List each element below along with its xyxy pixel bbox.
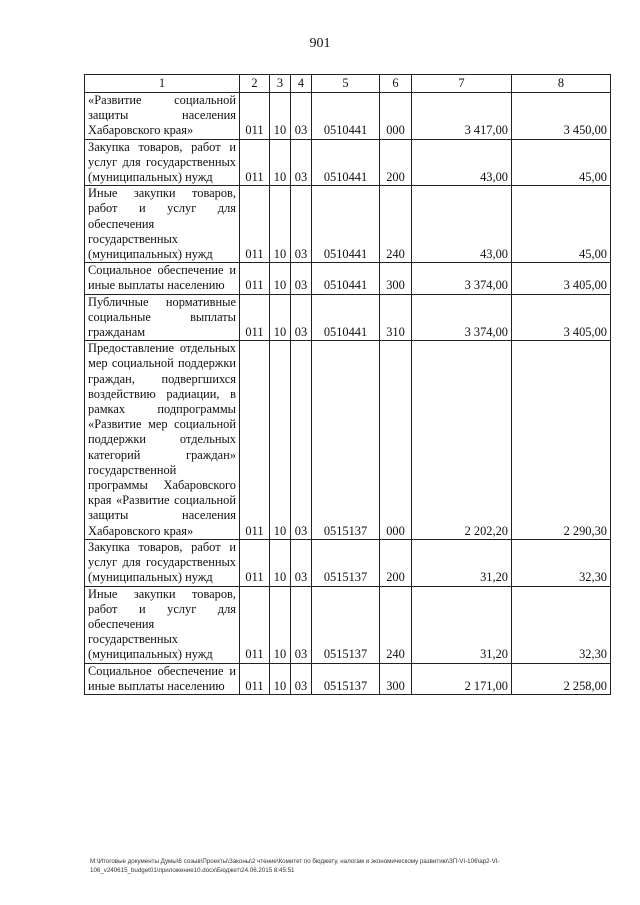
row-value-cell: 011	[240, 263, 270, 294]
row-value-cell: 43,00	[412, 186, 512, 263]
row-value-cell: 32,30	[512, 539, 611, 586]
row-value-cell: 03	[291, 139, 312, 186]
column-header: 8	[512, 75, 611, 93]
table-row	[85, 341, 611, 540]
column-header: 5	[312, 75, 380, 93]
row-value-cell: 3 374,00	[412, 294, 512, 341]
row-value-cell: 45,00	[512, 186, 611, 263]
table-row	[85, 93, 611, 140]
row-value-cell: 03	[291, 186, 312, 263]
row-value-cell: 011	[240, 186, 270, 263]
row-name-cell: Социальное обеспечение и иные выплаты населению	[85, 263, 240, 294]
row-value-cell: 10	[270, 263, 291, 294]
row-value-cell: 2 258,00	[512, 663, 611, 694]
row-value-cell: 310	[380, 294, 412, 341]
header-row	[85, 75, 611, 93]
row-value-cell: 43,00	[412, 139, 512, 186]
row-value-cell: 011	[240, 341, 270, 540]
table-row	[85, 139, 611, 186]
footer-line: 106_v240615_budget01\приложение10.docx\Бюджет\24.06.2015 8:45:51	[90, 867, 295, 874]
row-value-cell: 03	[291, 341, 312, 540]
row-value-cell: 300	[380, 663, 412, 694]
row-value-cell: 0515137	[312, 586, 380, 663]
row-value-cell: 03	[291, 263, 312, 294]
row-value-cell: 03	[291, 586, 312, 663]
column-header: 7	[412, 75, 512, 93]
row-value-cell: 10	[270, 186, 291, 263]
row-value-cell: 0510441	[312, 263, 380, 294]
row-value-cell: 10	[270, 539, 291, 586]
row-value-cell: 3 405,00	[512, 263, 611, 294]
row-value-cell: 2 171,00	[412, 663, 512, 694]
row-value-cell: 2 290,30	[512, 341, 611, 540]
row-value-cell: 0510441	[312, 186, 380, 263]
row-value-cell: 03	[291, 294, 312, 341]
row-value-cell: 2 202,20	[412, 341, 512, 540]
row-value-cell: 10	[270, 341, 291, 540]
footer-line: М:\Итоговые документы Думы\6 созыв\Проекты\Законы\2 чтение\Комитет по бюджету, налогам и экономическому развитию\ЗП-VI-106\ар2-VI-	[90, 858, 500, 865]
row-value-cell: 03	[291, 663, 312, 694]
page-number: 901	[309, 36, 331, 51]
row-value-cell: 3 417,00	[412, 93, 512, 140]
table-row	[85, 186, 611, 263]
row-name-cell: Публичные нормативные социальные выплаты гражданам	[85, 294, 240, 341]
row-value-cell: 011	[240, 93, 270, 140]
row-value-cell: 240	[380, 186, 412, 263]
row-value-cell: 011	[240, 586, 270, 663]
row-value-cell: 200	[380, 539, 412, 586]
column-header: 4	[291, 75, 312, 93]
row-value-cell: 45,00	[512, 139, 611, 186]
row-value-cell: 03	[291, 539, 312, 586]
column-header: 2	[240, 75, 270, 93]
row-name-cell: Закупка товаров, работ и услуг для государственных (муниципальных) нужд	[85, 139, 240, 186]
row-name-cell: Иные закупки товаров, работ и услуг для обеспечения государственных (муниципальных) нужд	[85, 586, 240, 663]
row-value-cell: 10	[270, 663, 291, 694]
row-value-cell: 000	[380, 93, 412, 140]
row-value-cell: 32,30	[512, 586, 611, 663]
table-row	[85, 586, 611, 663]
row-value-cell: 240	[380, 586, 412, 663]
row-value-cell: 10	[270, 294, 291, 341]
column-header: 1	[85, 75, 240, 93]
column-header: 6	[380, 75, 412, 93]
row-value-cell: 3 374,00	[412, 263, 512, 294]
row-value-cell: 10	[270, 93, 291, 140]
row-value-cell: 0510441	[312, 93, 380, 140]
table-row	[85, 263, 611, 294]
row-value-cell: 0515137	[312, 341, 380, 540]
row-value-cell: 10	[270, 139, 291, 186]
row-name-cell: «Развитие социальной защиты населения Хабаровского края»	[85, 93, 240, 140]
row-name-cell: Закупка товаров, работ и услуг для государственных (муниципальных) нужд	[85, 539, 240, 586]
row-value-cell: 3 450,00	[512, 93, 611, 140]
table-row	[85, 294, 611, 341]
row-value-cell: 10	[270, 586, 291, 663]
file-path-footer	[90, 857, 630, 875]
row-value-cell: 000	[380, 341, 412, 540]
table-row	[85, 663, 611, 694]
row-value-cell: 011	[240, 139, 270, 186]
row-value-cell: 200	[380, 139, 412, 186]
row-value-cell: 011	[240, 663, 270, 694]
row-value-cell: 0510441	[312, 294, 380, 341]
row-value-cell: 0515137	[312, 663, 380, 694]
budget-table	[84, 74, 611, 695]
row-value-cell: 03	[291, 93, 312, 140]
row-value-cell: 0510441	[312, 139, 380, 186]
row-name-cell: Иные закупки товаров, работ и услуг для обеспечения государственных (муниципальных) нужд	[85, 186, 240, 263]
row-value-cell: 011	[240, 294, 270, 341]
row-value-cell: 011	[240, 539, 270, 586]
row-value-cell: 300	[380, 263, 412, 294]
column-header: 3	[270, 75, 291, 93]
row-value-cell: 0515137	[312, 539, 380, 586]
row-name-cell: Предоставление отдельных мер социальной поддержки граждан, подвергшихся воздействию радиации, в рамках подпрограммы «Развитие мер социальной поддержки отдельных категорий граждан» государственной программы Хабаровского края «Развитие социальной защиты населения Хабаровского края»	[85, 341, 240, 540]
row-value-cell: 3 405,00	[512, 294, 611, 341]
row-value-cell: 31,20	[412, 539, 512, 586]
table-row	[85, 539, 611, 586]
row-name-cell: Социальное обеспечение и иные выплаты населению	[85, 663, 240, 694]
row-value-cell: 31,20	[412, 586, 512, 663]
